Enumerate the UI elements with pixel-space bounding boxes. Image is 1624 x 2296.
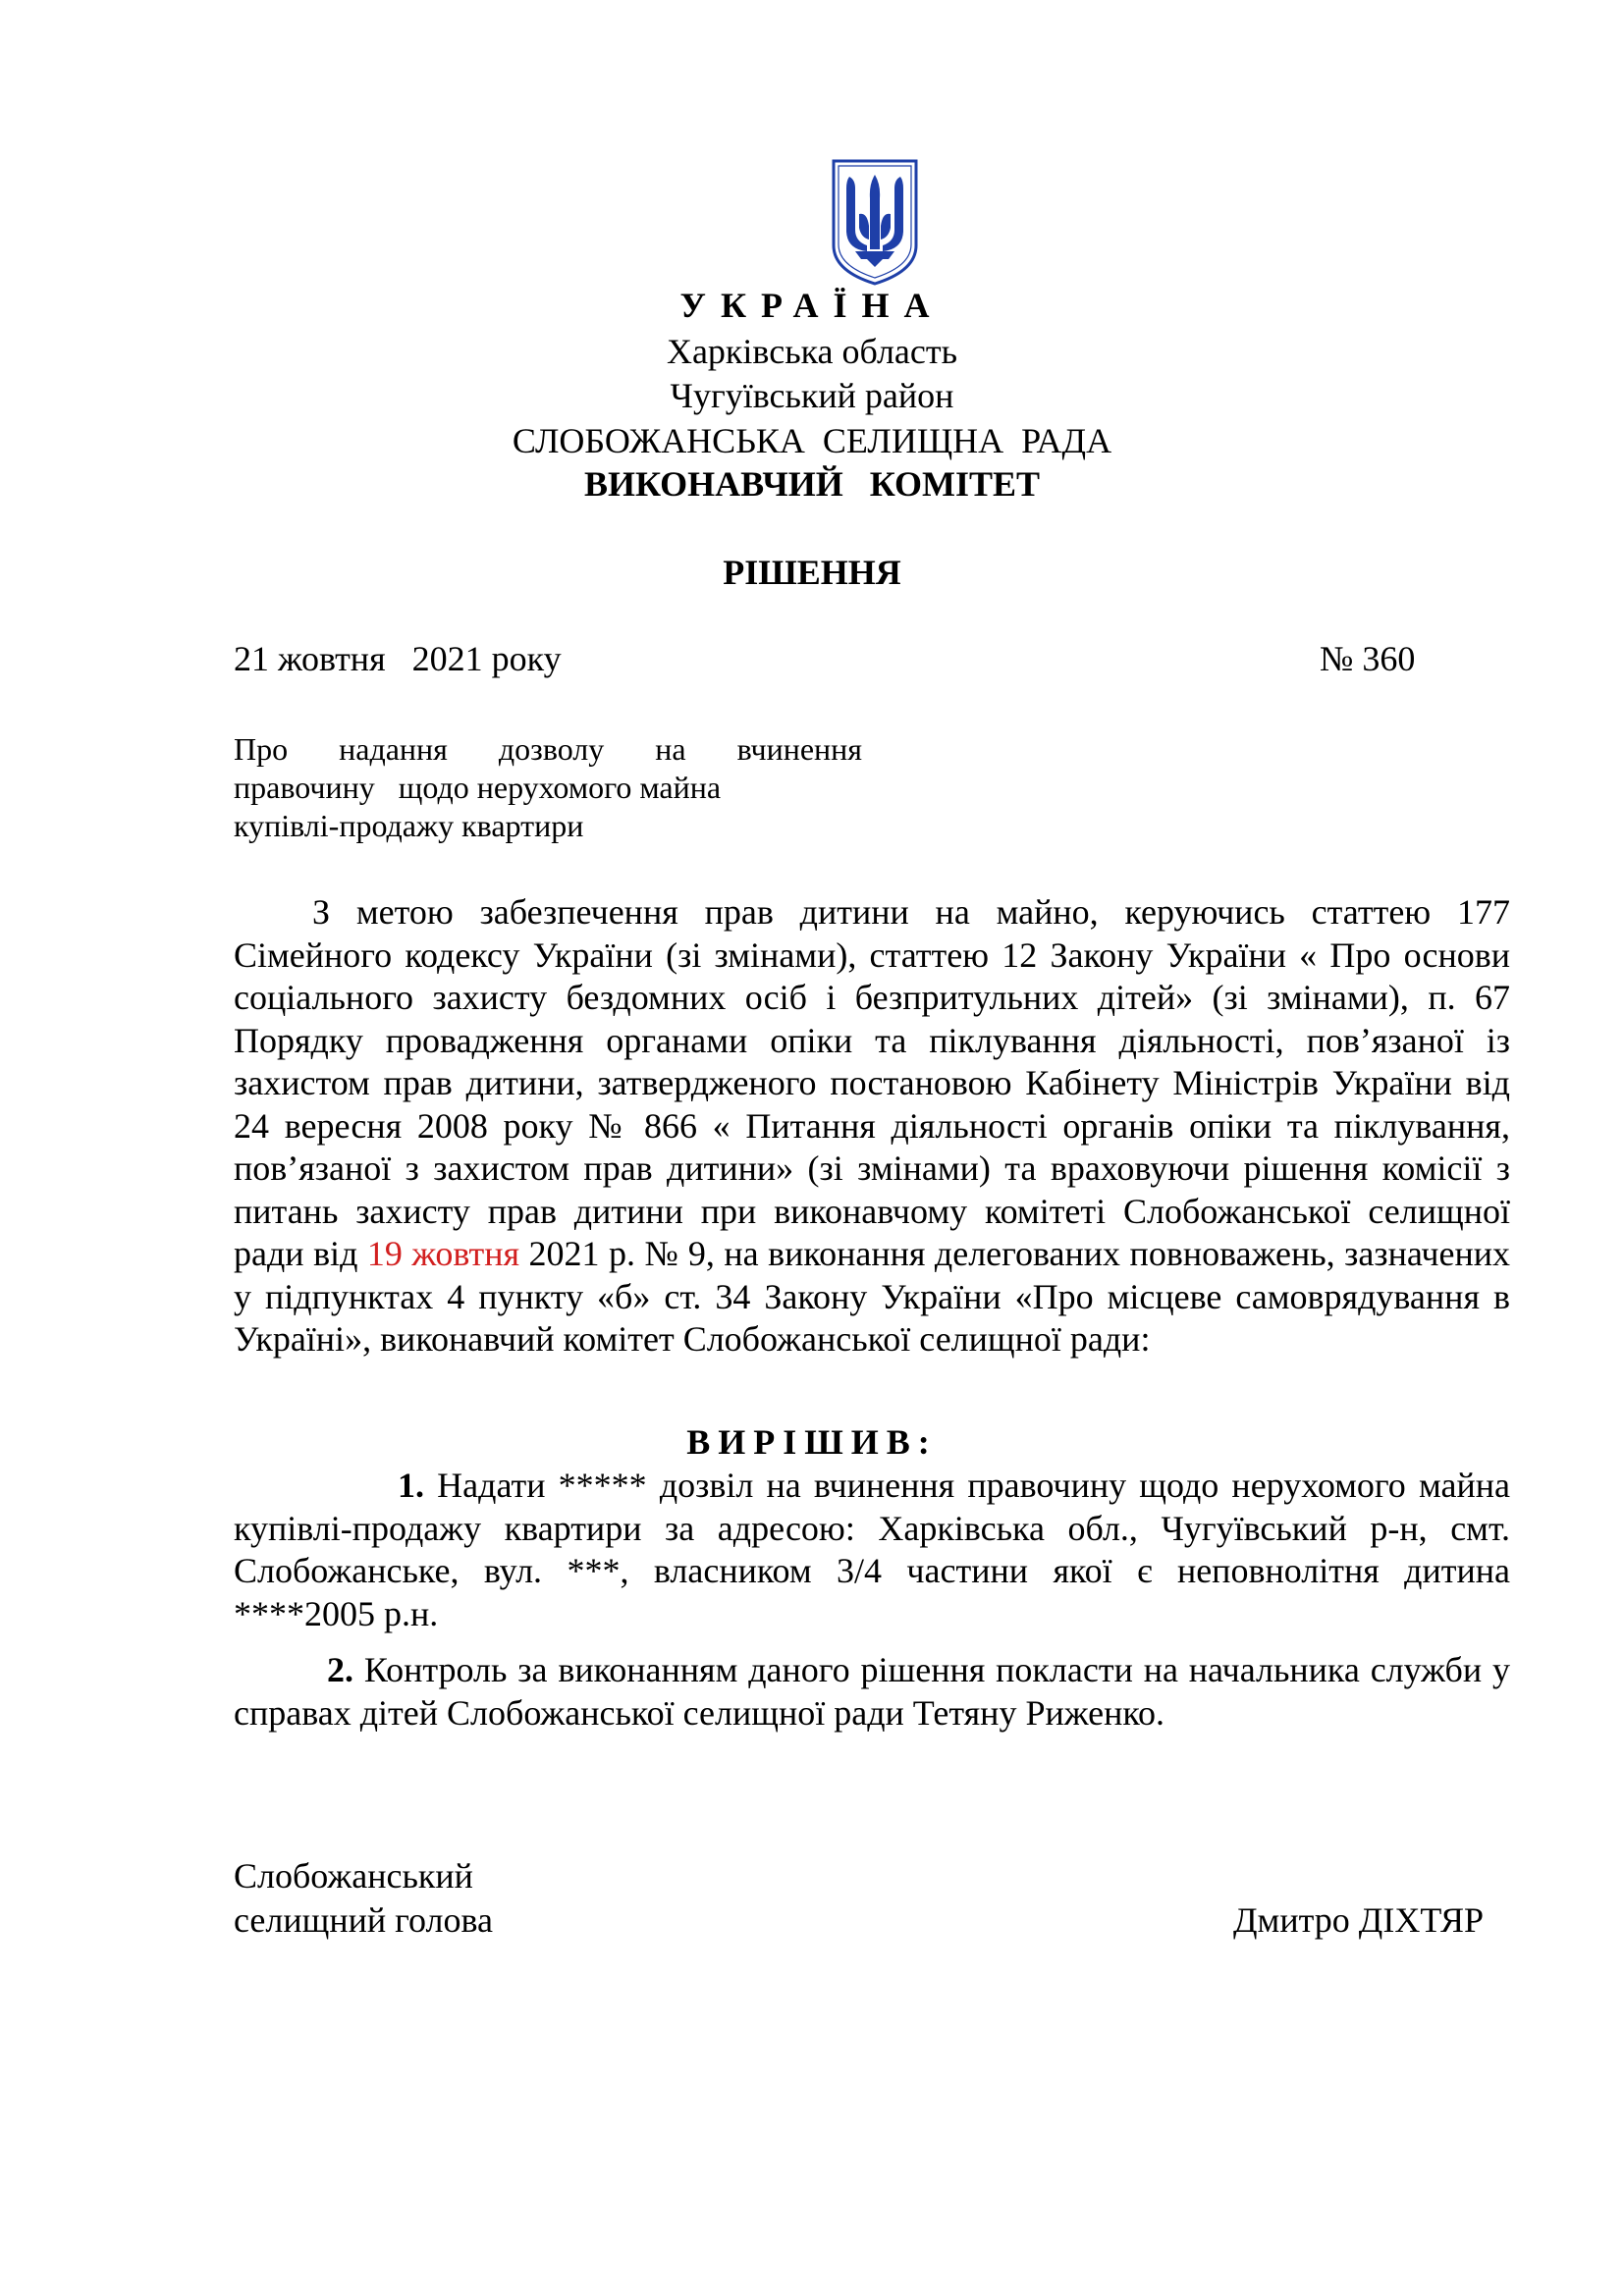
preamble-text-continued: 2021 р. № 9, на виконання делегованих повноважень, зазначених у підпунктах 4 пункту «б» ст. 34 Закону України «Про місцеве самоврядування в Україні», виконавчий комітет Слобожанської селищної ради:: [234, 1234, 1510, 1359]
item-number: 2.: [327, 1650, 353, 1689]
signatory-title-line2: селищний голова: [234, 1900, 494, 1940]
decision-subject: [234, 730, 862, 845]
subject-line: Про надання дозволу на вчинення: [234, 731, 862, 767]
decision-number: № 360: [1320, 639, 1416, 678]
decided-heading: ВИРІШИВ:: [686, 1422, 938, 1462]
decision-item: [234, 1465, 1510, 1635]
subject-line: купівлі-продажу квартири: [234, 808, 584, 843]
preamble-paragraph: [234, 891, 1510, 1362]
council-name: СЛОБОЖАНСЬКА СЕЛИЩНА РАДА: [512, 421, 1112, 460]
item-text: Надати ***** дозвіл на вчинення правочину щодо нерухомого майна купівлі-продажу квартири за адресою: Харківська обл., Чугуївський р-н, смт. Слобожанське, вул. ***, власником 3/4 частини якої є неповнолітня дитина ****2005 р.н.: [234, 1466, 1510, 1633]
highlighted-date: 19 жовтня: [366, 1234, 520, 1273]
document-type-title: РІШЕННЯ: [723, 553, 901, 592]
signatory-title-line1: Слобожанський: [234, 1856, 473, 1896]
decision-date: 21 жовтня 2021 року: [234, 639, 562, 678]
region-name: Харківська область: [666, 332, 958, 371]
preamble-text: З метою забезпечення прав дитини на майно, керуючись статтею 177 Сімейного кодексу України (зі змінами), статтею 12 Закону України « Про основи соціального захисту бездомних осіб і безпритульних дітей» (зі змінами), п. 67 Порядку провадження органами опіки та піклування діяльності, пов’язаної із захистом прав дитини, затвердженого постановою Кабінету Міністрів України від 24 вересня 2008 року № 866 « Питання діяльності органів опіки та піклування, пов’язаної з захистом прав дитини» (зі змінами) та враховуючи рішення комісії з питань захисту прав дитини при виконавчому комітеті Слобожанської селищної ради від: [234, 892, 1510, 1273]
signatory-name: Дмитро ДІХТЯР: [1233, 1900, 1484, 1940]
decision-item: [234, 1649, 1510, 1735]
district-name: Чугуївський район: [670, 376, 954, 415]
trident-coat-of-arms-icon: [828, 155, 922, 288]
item-text: Контроль за виконанням даного рішення покласти на начальника служби у справах дітей Слобожанської селищної ради Тетяну Риженко.: [234, 1650, 1510, 1733]
committee-name: ВИКОНАВЧИЙ КОМІТЕТ: [583, 464, 1041, 504]
item-number: 1.: [398, 1466, 424, 1505]
country-name: УКРАЇНА: [679, 286, 945, 325]
subject-line: правочину щодо нерухомого майна: [234, 770, 722, 805]
